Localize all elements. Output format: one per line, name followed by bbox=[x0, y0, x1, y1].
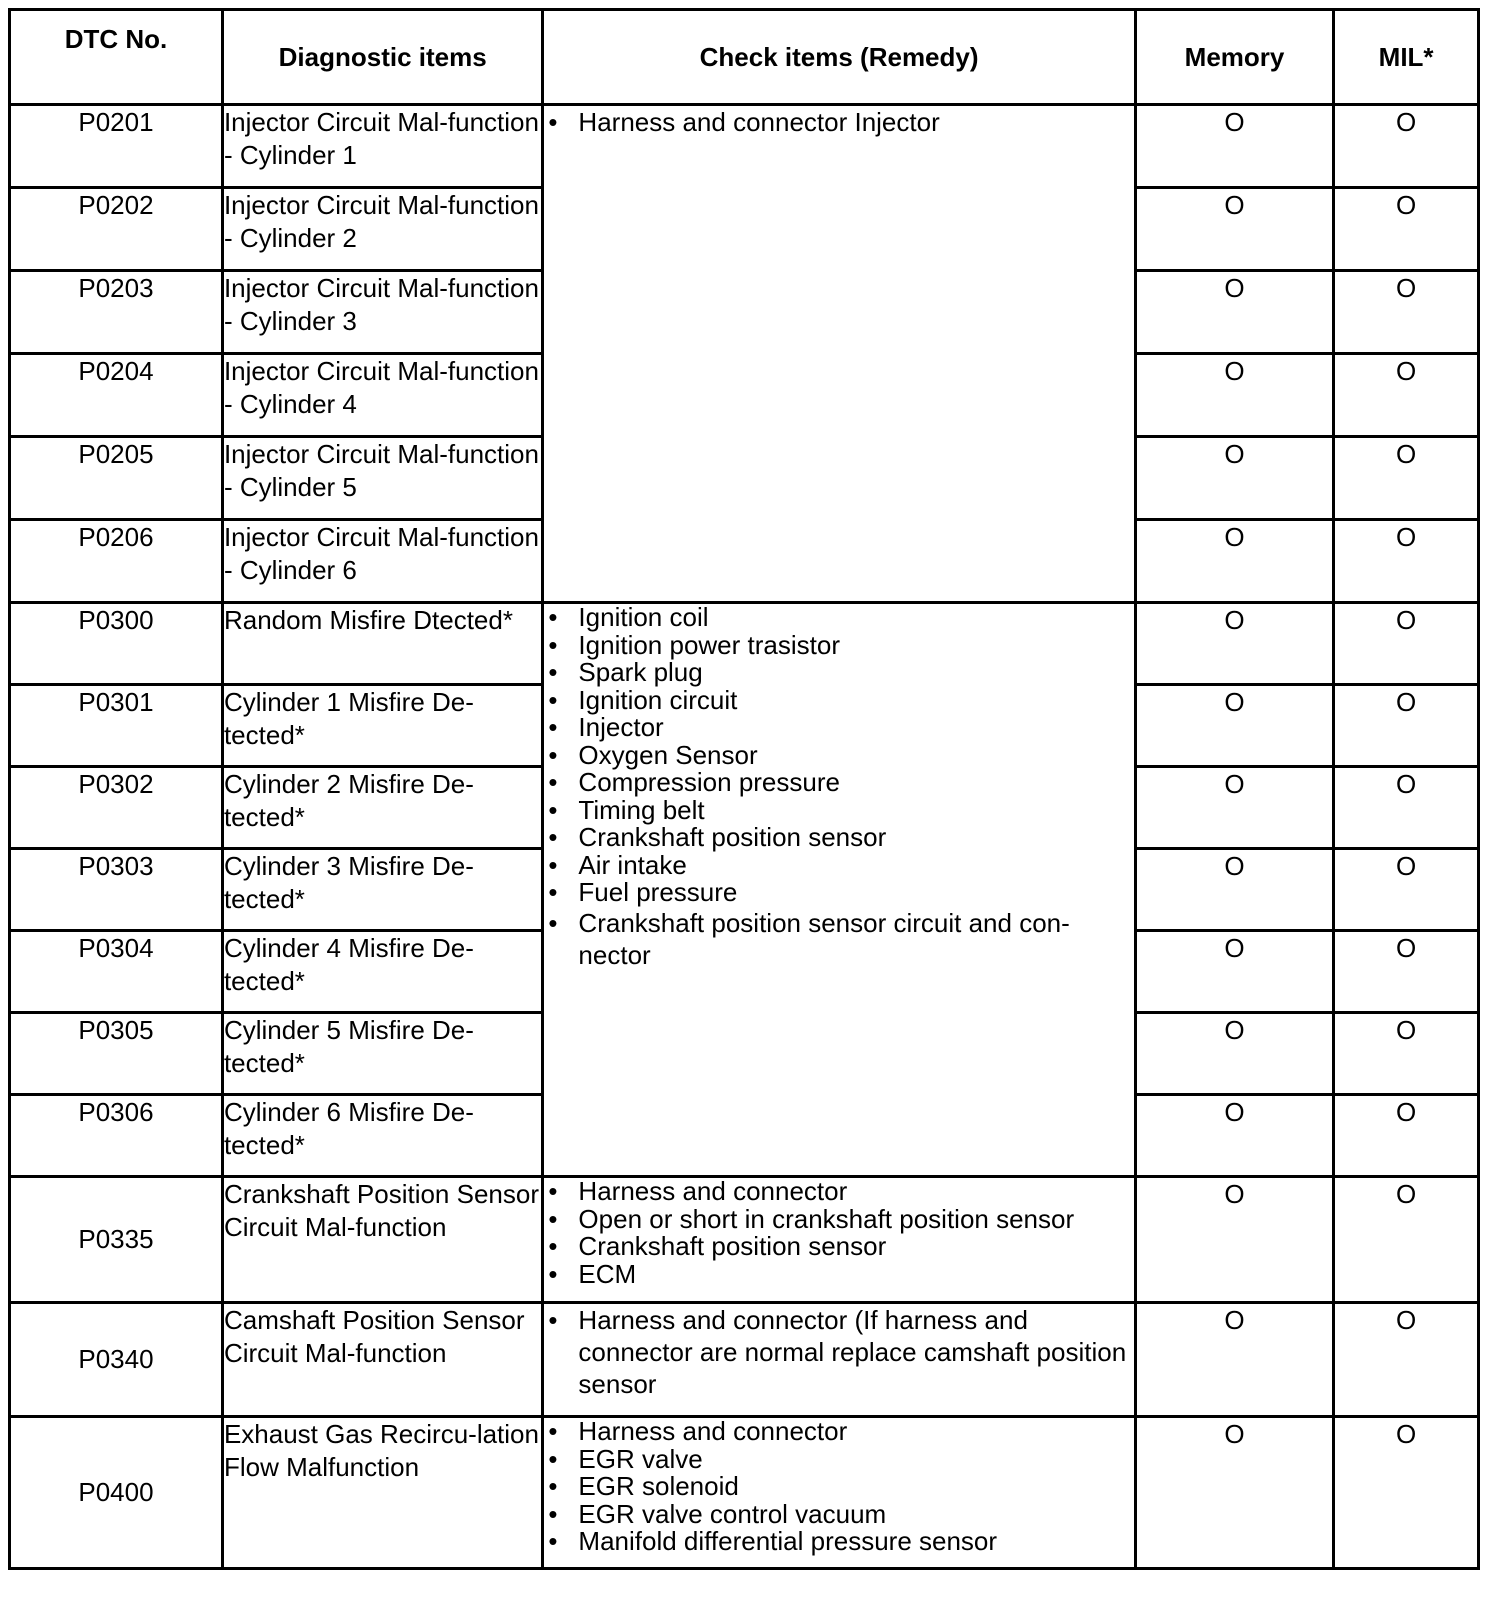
check-list bbox=[544, 1304, 1133, 1400]
header-check-items: Check items (Remedy) bbox=[543, 10, 1135, 105]
check-item: • ECM bbox=[544, 1261, 1133, 1289]
diagnostic-item: Cylinder 1 Misfire De-tected* bbox=[222, 685, 542, 767]
check-items-camshaft bbox=[543, 1303, 1135, 1417]
dtc-code: P0201 bbox=[10, 105, 223, 188]
diagnostic-item: Injector Circuit Mal-function - Cylinder 1 bbox=[222, 105, 542, 188]
check-items-misfire bbox=[543, 603, 1135, 1177]
check-item: • Manifold differential pressure sensor bbox=[544, 1528, 1133, 1556]
check-item: • Harness and connector Injector bbox=[544, 106, 1133, 138]
diagnostic-item: Cylinder 2 Misfire De-tected* bbox=[222, 767, 542, 849]
check-item: • Harness and connector bbox=[544, 1418, 1133, 1446]
memory-mark: O bbox=[1135, 603, 1333, 685]
mil-mark: O bbox=[1334, 1013, 1479, 1095]
check-item: • Harness and connector (If harness and connector are normal replace camshaft position sensor bbox=[544, 1304, 1133, 1400]
check-item: • EGR solenoid bbox=[544, 1473, 1133, 1501]
dtc-code: P0303 bbox=[10, 849, 223, 931]
mil-mark: O bbox=[1334, 354, 1479, 437]
diagnostic-item: Cylinder 3 Misfire De-tected* bbox=[222, 849, 542, 931]
mil-mark: O bbox=[1334, 1417, 1479, 1569]
diagnostic-item: Injector Circuit Mal-function - Cylinder 3 bbox=[222, 271, 542, 354]
memory-mark: O bbox=[1135, 354, 1333, 437]
check-item: • Injector bbox=[544, 714, 1133, 742]
diagnostic-item: Cylinder 6 Misfire De-tected* bbox=[222, 1095, 542, 1177]
diagnostic-item: Exhaust Gas Recircu-lation Flow Malfunction bbox=[222, 1417, 542, 1569]
check-item: • Open or short in crankshaft position sensor bbox=[544, 1206, 1133, 1234]
check-items-crankshaft bbox=[543, 1177, 1135, 1303]
dtc-code: P0400 bbox=[10, 1417, 223, 1569]
header-dtc-no: DTC No. bbox=[10, 10, 223, 105]
check-item: • EGR valve control vacuum bbox=[544, 1501, 1133, 1529]
memory-mark: O bbox=[1135, 1417, 1333, 1569]
mil-mark: O bbox=[1334, 188, 1479, 271]
memory-mark: O bbox=[1135, 767, 1333, 849]
mil-mark: O bbox=[1334, 931, 1479, 1013]
memory-mark: O bbox=[1135, 105, 1333, 188]
table-row bbox=[10, 1177, 1479, 1303]
mil-mark: O bbox=[1334, 271, 1479, 354]
dtc-code: P0302 bbox=[10, 767, 223, 849]
mil-mark: O bbox=[1334, 1095, 1479, 1177]
memory-mark: O bbox=[1135, 1095, 1333, 1177]
diagnostic-item: Injector Circuit Mal-function - Cylinder 6 bbox=[222, 520, 542, 603]
check-item: • Air intake bbox=[544, 852, 1133, 880]
diagnostic-item: Crankshaft Position Sensor Circuit Mal-function bbox=[222, 1177, 542, 1303]
mil-mark: O bbox=[1334, 437, 1479, 520]
check-item: • Fuel pressure bbox=[544, 879, 1133, 907]
dtc-code: P0340 bbox=[10, 1303, 223, 1417]
diagnostic-item: Cylinder 4 Misfire De-tected* bbox=[222, 931, 542, 1013]
dtc-table bbox=[8, 8, 1480, 1570]
memory-mark: O bbox=[1135, 520, 1333, 603]
dtc-code: P0204 bbox=[10, 354, 223, 437]
check-item: • Compression pressure bbox=[544, 769, 1133, 797]
table-row bbox=[10, 1417, 1479, 1569]
memory-mark: O bbox=[1135, 271, 1333, 354]
dtc-code: P0205 bbox=[10, 437, 223, 520]
dtc-code: P0301 bbox=[10, 685, 223, 767]
check-item: • Ignition circuit bbox=[544, 687, 1133, 715]
header-mil: MIL* bbox=[1334, 10, 1479, 105]
memory-mark: O bbox=[1135, 849, 1333, 931]
check-item: • Crankshaft position sensor bbox=[544, 824, 1133, 852]
check-item: • Harness and connector bbox=[544, 1178, 1133, 1206]
check-list bbox=[544, 604, 1133, 971]
check-items-egr bbox=[543, 1417, 1135, 1569]
mil-mark: O bbox=[1334, 849, 1479, 931]
check-item: • EGR valve bbox=[544, 1446, 1133, 1474]
check-item: • Timing belt bbox=[544, 797, 1133, 825]
check-item: • Ignition coil bbox=[544, 604, 1133, 632]
mil-mark: O bbox=[1334, 105, 1479, 188]
check-items-injector bbox=[543, 105, 1135, 603]
table-row bbox=[10, 105, 1479, 188]
memory-mark: O bbox=[1135, 1177, 1333, 1303]
memory-mark: O bbox=[1135, 1013, 1333, 1095]
dtc-code: P0300 bbox=[10, 603, 223, 685]
memory-mark: O bbox=[1135, 188, 1333, 271]
check-item: • Ignition power trasistor bbox=[544, 632, 1133, 660]
dtc-code: P0305 bbox=[10, 1013, 223, 1095]
memory-mark: O bbox=[1135, 437, 1333, 520]
diagnostic-item: Cylinder 5 Misfire De-tected* bbox=[222, 1013, 542, 1095]
dtc-code: P0202 bbox=[10, 188, 223, 271]
mil-mark: O bbox=[1334, 767, 1479, 849]
diagnostic-item: Injector Circuit Mal-function - Cylinder 5 bbox=[222, 437, 542, 520]
diagnostic-item: Injector Circuit Mal-function - Cylinder 2 bbox=[222, 188, 542, 271]
mil-mark: O bbox=[1334, 603, 1479, 685]
header-diagnostic-items: Diagnostic items bbox=[222, 10, 542, 105]
memory-mark: O bbox=[1135, 685, 1333, 767]
check-list bbox=[544, 106, 1133, 138]
memory-mark: O bbox=[1135, 931, 1333, 1013]
check-item: • Spark plug bbox=[544, 659, 1133, 687]
dtc-code: P0306 bbox=[10, 1095, 223, 1177]
check-item: • Crankshaft position sensor circuit and con-nector bbox=[544, 907, 1133, 971]
diagnostic-item: Injector Circuit Mal-function - Cylinder 4 bbox=[222, 354, 542, 437]
dtc-code: P0335 bbox=[10, 1177, 223, 1303]
check-list bbox=[544, 1418, 1133, 1556]
check-item: • Oxygen Sensor bbox=[544, 742, 1133, 770]
mil-mark: O bbox=[1334, 520, 1479, 603]
table-header-row bbox=[10, 10, 1479, 105]
diagnostic-item: Random Misfire Dtected* bbox=[222, 603, 542, 685]
check-list bbox=[544, 1178, 1133, 1288]
check-item: • Crankshaft position sensor bbox=[544, 1233, 1133, 1261]
memory-mark: O bbox=[1135, 1303, 1333, 1417]
dtc-code: P0206 bbox=[10, 520, 223, 603]
dtc-code: P0203 bbox=[10, 271, 223, 354]
mil-mark: O bbox=[1334, 1303, 1479, 1417]
table-row bbox=[10, 1303, 1479, 1417]
mil-mark: O bbox=[1334, 685, 1479, 767]
dtc-code: P0304 bbox=[10, 931, 223, 1013]
diagnostic-item: Camshaft Position Sensor Circuit Mal-function bbox=[222, 1303, 542, 1417]
header-memory: Memory bbox=[1135, 10, 1333, 105]
table-row bbox=[10, 603, 1479, 685]
mil-mark: O bbox=[1334, 1177, 1479, 1303]
